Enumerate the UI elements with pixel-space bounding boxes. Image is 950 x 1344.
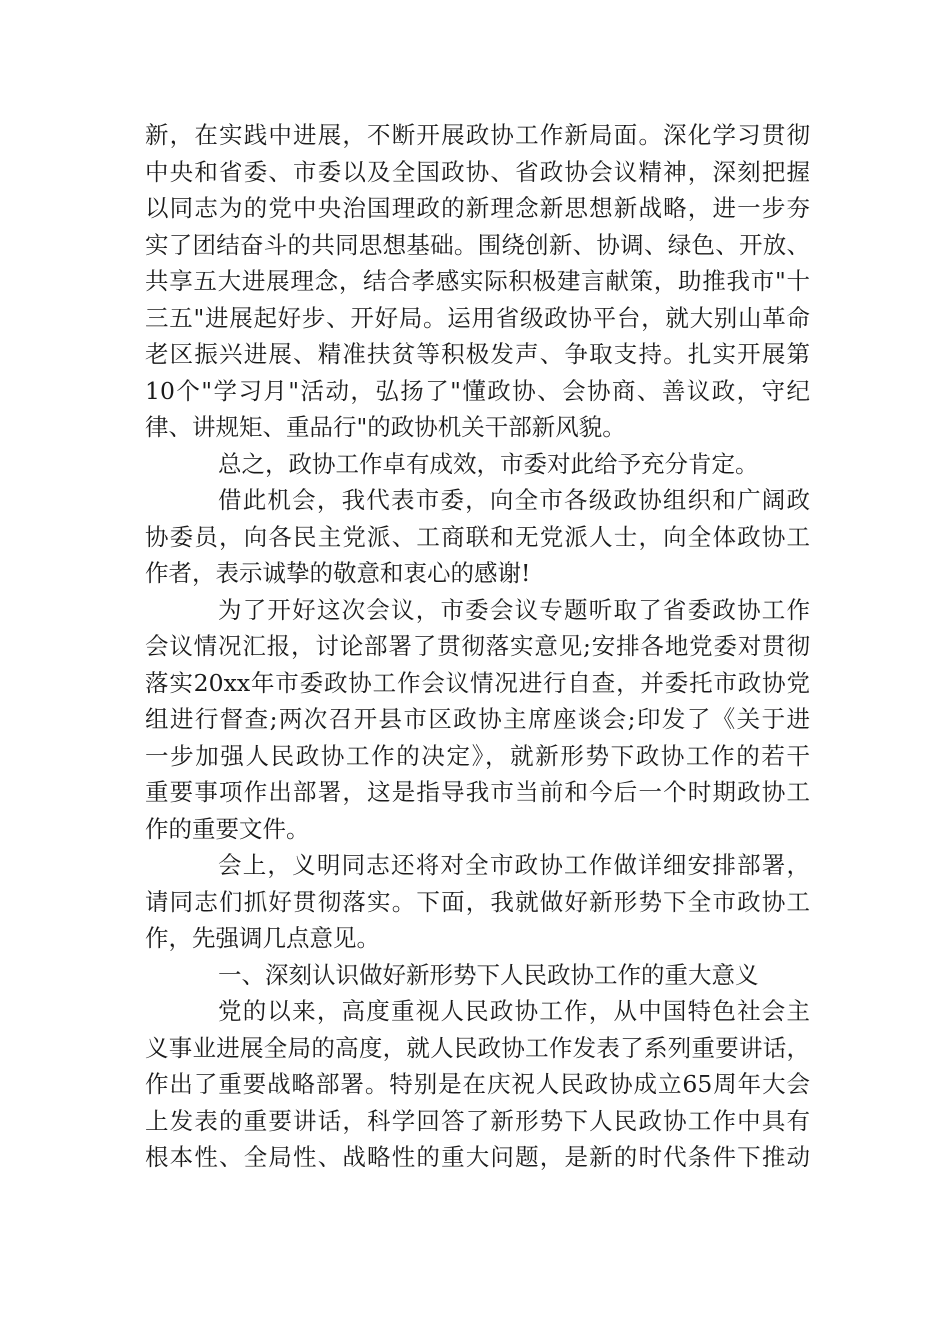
text-line: 作者，表示诚挚的敬意和衷心的感谢! [145,559,531,587]
text-line: 律、讲规矩、重品行"的政协机关干部新风貌。 [145,413,626,441]
paragraph-first-line: 为了开好这次会议，市委会议专题听取了省委政协工作 [218,595,810,624]
text-line: 会议情况汇报，讨论部署了贯彻落实意见;安排各地党委对贯彻 [145,632,810,660]
text-line: 协委员，向各民主党派、工商联和无党派人士，向全体政协工 [145,522,810,551]
text-line: 作的重要文件。 [145,814,310,843]
text-line: 重要事项作出部署，这是指导我市当前和今后一个时期政协工 [145,778,810,806]
text-line: 上发表的重要讲话，科学回答了新形势下人民政协工作中具有 [145,1106,810,1135]
text-line: 中央和省委、市委以及全国政协、省政协会议精神，深刻把握 [145,157,810,186]
text-line: 组进行督查;两次召开县市区政协主席座谈会;印发了《关于进 [145,705,810,733]
paragraph-first-line: 总之，政协工作卓有成效，市委对此给予充分肯定。 [218,449,759,478]
text-line: 老区振兴进展、精准扶贫等积极发声、争取支持。扎实开展第 [145,340,810,368]
text-line: 以同志为的党中央治国理政的新理念新思想新战略，进一步夯 [145,194,810,222]
text-line: 一步加强人民政协工作的决定》，就新形势下政协工作的若干 [145,741,810,770]
text-line: 三五"进展起好步、开好局。运用省级政协平台，就大别山革命 [145,303,810,332]
text-line: 10个"学习月"活动，弘扬了"懂政协、会协商、善议政，守纪 [145,376,810,405]
paragraph-first-line: 会上，义明同志还将对全市政协工作做详细安排部署， [218,851,810,879]
text-line: 根本性、全局性、战略性的重大问题，是新的时代条件下推动 [145,1143,810,1171]
text-line: 共享五大进展理念，结合孝感实际积极建言献策，助推我市"十 [145,267,810,295]
text-line: 实了团结奋斗的共同思想基础。围绕创新、协调、绿色、开放、 [145,230,810,259]
document-body [145,117,810,1176]
text-line: 作，先强调几点意见。 [145,924,380,952]
text-line: 落实20xx年市委政协工作会议情况进行自查，并委托市政协党 [145,668,810,697]
text-line: 请同志们抓好贯彻落实。下面，我就做好新形势下全市政协工 [145,887,810,916]
text-line: 新，在实践中进展，不断开展政协工作新局面。深化学习贯彻 [145,121,810,149]
section-heading: 一、深刻认识做好新形势下人民政协工作的重大意义 [218,960,759,989]
text-line: 作出了重要战略部署。特别是在庆祝人民政协成立65周年大会 [145,1070,810,1098]
paragraph-first-line: 党的以来，高度重视人民政协工作，从中国特色社会主 [218,997,810,1025]
paragraph-first-line: 借此机会，我代表市委，向全市各级政协组织和广阔政 [218,486,810,514]
text-line: 义事业进展全局的高度，就人民政协工作发表了系列重要讲话， [145,1033,810,1062]
